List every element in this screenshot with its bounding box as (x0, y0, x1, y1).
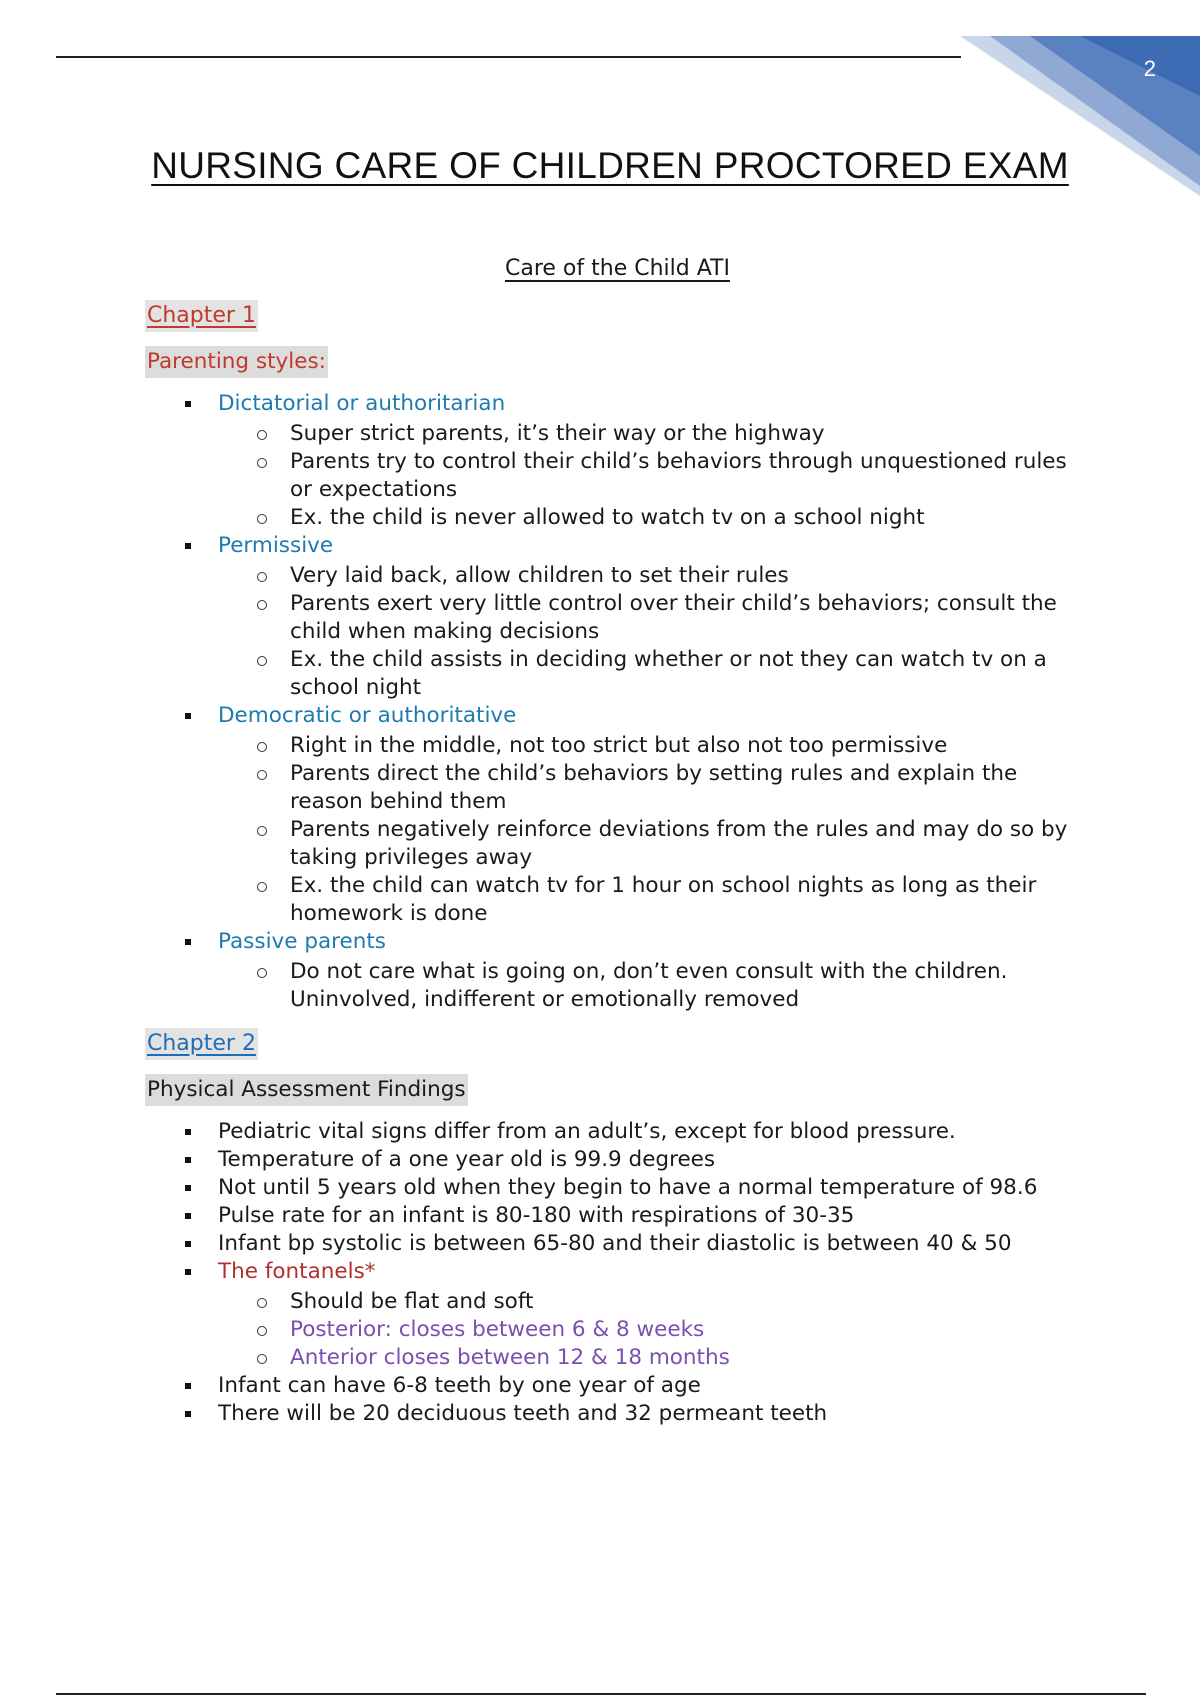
document-body (145, 300, 1090, 1428)
sub-list-item: Parents exert very little control over their child’s behaviors; consult the child when making decisions (145, 590, 1090, 646)
document-subtitle: Care of the Child ATI (505, 256, 730, 281)
list-item: Not until 5 years old when they begin to have a normal temperature of 98.6 (145, 1174, 1090, 1202)
sub-list (218, 562, 1090, 702)
list-item: Pediatric vital signs differ from an adult’s, except for blood pressure. (145, 1118, 1090, 1146)
chapter-2-heading: Chapter 2 (145, 1028, 1090, 1060)
sub-list-item: Very laid back, allow children to set their rules (145, 562, 1090, 590)
list-item (145, 928, 1090, 1014)
list-item: Temperature of a one year old is 99.9 degrees (145, 1146, 1090, 1174)
physical-assessment-heading: Physical Assessment Findings (145, 1060, 1090, 1106)
sub-list-item: Parents try to control their child’s behaviors through unquestioned rules or expectations (145, 448, 1090, 504)
parenting-styles-heading: Parenting styles: (145, 332, 1090, 378)
sub-list-item: Anterior closes between 12 & 18 months (145, 1344, 1090, 1372)
sub-list (218, 1288, 1090, 1372)
style-name: Democratic or authoritative (218, 703, 517, 728)
list-item: Infant can have 6-8 teeth by one year of age (145, 1372, 1090, 1400)
sub-list-item: Super strict parents, it’s their way or the highway (145, 420, 1090, 448)
style-name: Passive parents (218, 929, 387, 954)
sub-list-item: Do not care what is going on, don’t even consult with the children. Uninvolved, indifferent or emotionally removed (145, 958, 1090, 1014)
style-name: Dictatorial or authoritarian (218, 391, 506, 416)
parenting-styles-list (145, 390, 1090, 1014)
style-name: Permissive (218, 533, 334, 558)
list-item (145, 390, 1090, 532)
document-title: NURSING CARE OF CHILDREN PROCTORED EXAM (151, 145, 1069, 186)
sub-list-item: Ex. the child assists in deciding whether or not they can watch tv on a school night (145, 646, 1090, 702)
sub-list-item: Right in the middle, not too strict but also not too permissive (145, 732, 1090, 760)
list-item: Pulse rate for an infant is 80-180 with respirations of 30-35 (145, 1202, 1090, 1230)
sub-list (218, 958, 1090, 1014)
header-rule (56, 56, 961, 58)
list-item (145, 532, 1090, 702)
chapter-1-heading: Chapter 1 (145, 300, 1090, 332)
sub-list-item: Parents negatively reinforce deviations from the rules and may do so by taking privileges away (145, 816, 1090, 872)
sub-list-item: Ex. the child can watch tv for 1 hour on school nights as long as their homework is done (145, 872, 1090, 928)
list-item: Infant bp systolic is between 65-80 and their diastolic is between 40 & 50 (145, 1230, 1090, 1258)
fontanels-label: The fontanels* (218, 1259, 376, 1284)
sub-list-item: Posterior: closes between 6 & 8 weeks (145, 1316, 1090, 1344)
sub-list-item: Should be flat and soft (145, 1288, 1090, 1316)
page-number: 2 (1143, 56, 1156, 81)
sub-list-item: Parents direct the child’s behaviors by setting rules and explain the reason behind them (145, 760, 1090, 816)
list-item (145, 1258, 1090, 1372)
list-item: There will be 20 deciduous teeth and 32 permeant teeth (145, 1400, 1090, 1428)
list-item (145, 702, 1090, 928)
sub-list-item: Ex. the child is never allowed to watch tv on a school night (145, 504, 1090, 532)
footer-rule (56, 1693, 1146, 1695)
assessment-list (145, 1118, 1090, 1428)
sub-list (218, 732, 1090, 928)
sub-list (218, 420, 1090, 532)
